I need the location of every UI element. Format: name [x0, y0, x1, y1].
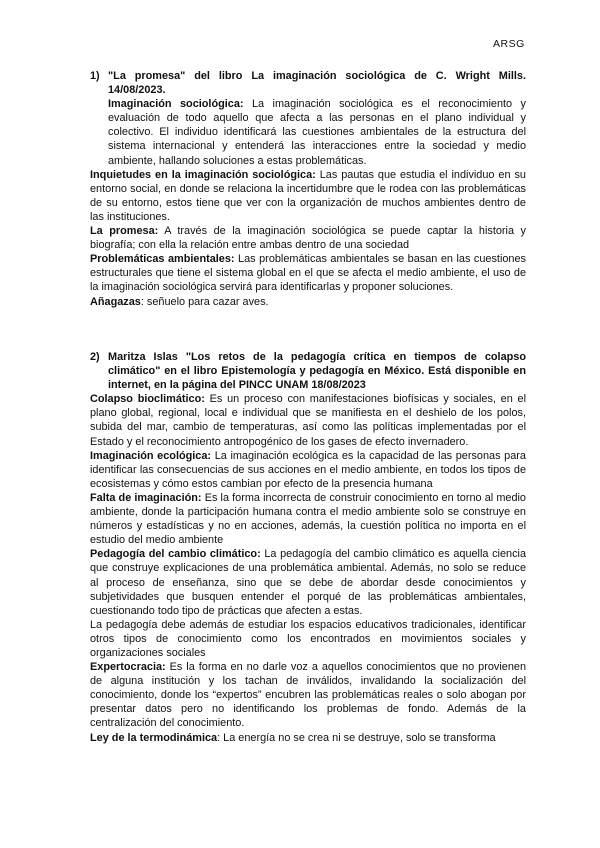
entry-text: La pedagogía del cambio climático es aquella ciencia que construye explicaciones de una problemática ambiental. Además, no solo se reduce al proceso de enseñanza, sino que se debe de abordar desde conocimientos y subjetividades que busquen entender el porqué de las problemáticas ambientales, cuestionando todo tipo de prácticas que afecten a estas.	[90, 548, 527, 617]
entry-term: Ley de la termodinámica	[90, 731, 218, 744]
entry-text: Es la forma en no darle voz a aquellos conocimientos que no provienen de alguna institución y los tachan de inválidos, invalidando la socialización del conocimiento, donde los “expertos” encubren las problemáticas reales o solo abogan por presentar datos pero no identificando los problemas de fondo. Además de la centralización del conocimiento.	[90, 661, 526, 730]
entry-imaginacion-sociologica	[108, 97, 526, 167]
entry-term: La promesa:	[90, 225, 159, 238]
entry-text: La imaginación sociológica es el reconocimiento y evaluación de todo aquello que afecta a las personas en el plano individual y colectivo. El individuo identificará las cuestiones ambientales de la estructura del sistema internacional y entenderá las interacciones entre la sociedad y medio ambiente, hallando soluciones a estas problemáticas.	[108, 98, 526, 167]
reading-item-1	[90, 69, 526, 309]
entry-ley-termodinamica	[90, 731, 526, 745]
entry-term: Colapso bioclimático:	[90, 393, 205, 406]
author-initials: ARSG	[493, 38, 525, 50]
entry-pedagogia-espacios	[90, 618, 526, 660]
item-number: 1)	[90, 70, 100, 82]
entry-text: : La energía no se crea ni se destruye, solo se transforma	[217, 731, 496, 744]
entry-term: Inquietudes en la imaginación sociológica:	[90, 168, 316, 181]
entry-text: Las pautas que estudia el individuo en su entorno social, en donde se relaciona la incertidumbre que le rodea con las problemáticas de su entorno, estos tiene que ver con la organización de muchos ambientes dentro de las instituciones.	[90, 168, 526, 223]
entry-term: Imaginación ecológica:	[90, 449, 212, 462]
reading-item-2	[90, 350, 526, 745]
entry-inquietudes	[90, 168, 526, 224]
entry-text: Es un proceso con manifestaciones biofísicas y sociales, en el plano global, regional, local e individual que se manifiesta en el deshielo de los polos, subida del mar, cambio de temperaturas, así como las políticas implementadas por el Estado y el reconocimiento antropogénico de los gases de efecto invernadero.	[90, 393, 527, 448]
entry-pedagogia-cambio-climatico	[90, 547, 526, 617]
entry-text: La pedagogía debe además de estudiar los espacios educativos tradicionales, identificar otros tipos de conocimiento como los encontrados en movimientos sociales y organizaciones sociales	[90, 618, 526, 659]
entry-term: Añagazas	[90, 295, 141, 308]
entry-la-promesa	[90, 224, 526, 252]
entry-term: Pedagogía del cambio climático:	[90, 548, 261, 561]
item-title: Maritza Islas "Los retos de la pedagogía crítica en tiempos de colapso climático" en el libro Epistemología y pedagogía en México. Está disponible en internet, en la página del PINCC UNAM 18/08/2023	[108, 351, 526, 392]
entry-term: Imaginación sociológica:	[108, 98, 244, 111]
entry-text: Es la forma incorrecta de construir conocimiento en torno al medio ambiente, donde la participación humana contra el medio ambiente solo se construye en números y estadísticas y no en acciones, además, la cuestión política no importa en el estudio del medio ambiente	[90, 491, 526, 547]
entry-problematicas-ambientales	[90, 252, 526, 294]
entry-colapso-bioclimatico	[90, 392, 526, 448]
entry-term: Problemáticas ambientales:	[90, 253, 235, 266]
entry-expertocracia	[90, 660, 526, 730]
item-number: 2)	[90, 351, 100, 363]
entry-falta-de-imaginacion	[90, 491, 526, 547]
entry-text: A través de la imaginación sociológica se puede captar la historia y biografía; con ella la relación entre ambas dentro de una sociedad	[90, 225, 526, 252]
entry-term: Falta de imaginación:	[90, 491, 202, 504]
entry-text: : señuelo para cazar aves.	[140, 295, 269, 308]
entry-term: Expertocracia:	[90, 661, 166, 674]
item-title: "La promesa" del libro La imaginación sociológica de C. Wright Mills. 14/08/2023.	[108, 70, 526, 97]
entry-text: Las problemáticas ambientales se basan en las cuestiones estructurales que tiene el sistema global en el que se afecta el medio ambiente, el uso de la imaginación sociológica servirá para identificarlas y proponer soluciones.	[90, 253, 526, 294]
entry-text: La imaginación ecológica es la capacidad de las personas para identificar las consecuencias de sus acciones en el medio ambiente, en todos los tipos de ecosistemas y cómo estos cambian por efecto de la presencia humana	[90, 449, 526, 490]
entry-anagazas	[90, 295, 526, 309]
entry-imaginacion-ecologica	[90, 449, 526, 491]
